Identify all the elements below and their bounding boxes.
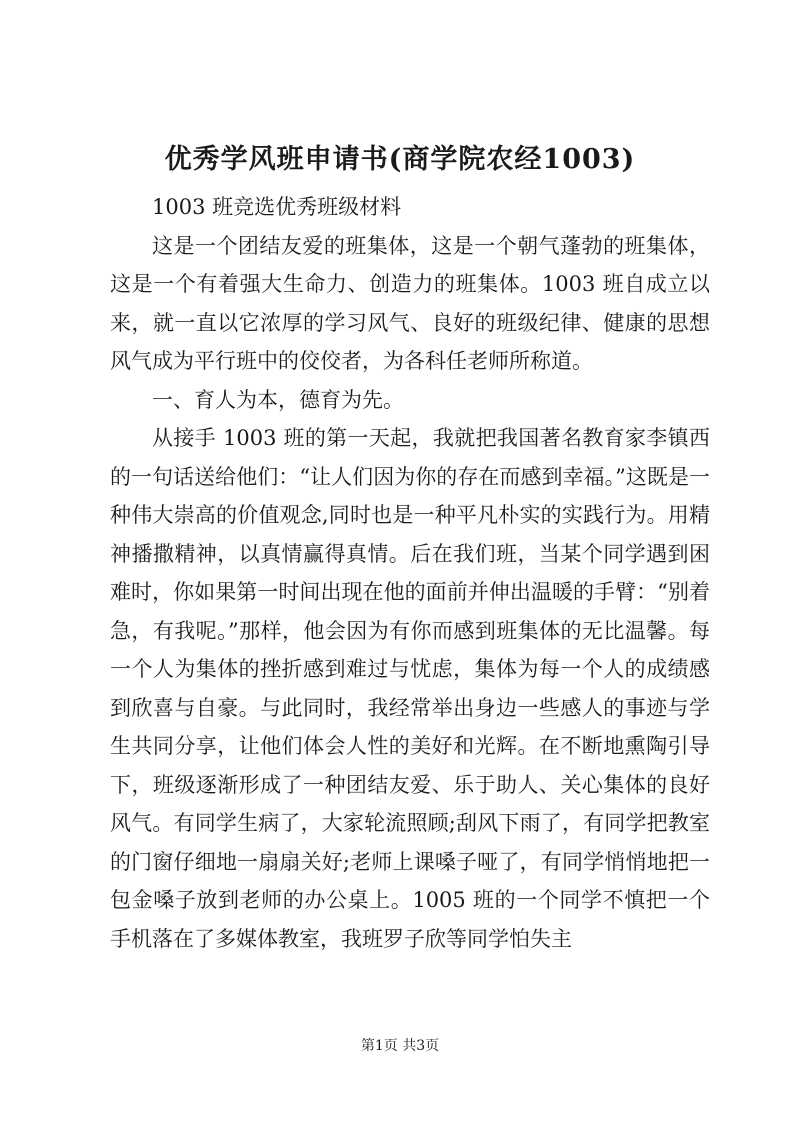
document-title: 优秀学风班申请书(商学院农经1003) <box>164 144 636 175</box>
paragraph-body: 从接手 1003 班的第一天起，我就把我国著名教育家李镇西的一句话送给他们：“让人们因为你的存在而感到幸福。”这既是一种伟大崇高的价值观念,同时也是一种平凡朴实的实践行为。用精神播撒精神，以真情赢得真情。后在我们班，当某个同学遇到困难时，你如果第一时间出现在他的面前并伸出温暖的手臂：“别着急，有我呢。”那样，他会因为有你而感到班集体的无比温馨。每一个人为集体的挫折感到难过与忧虑，集体为每一个人的成绩感到欣喜与自豪。与此同时，我经常举出身边一些感人的事迹与学生共同分享，让他们体会人性的美好和光辉。在不断地熏陶引导下，班级逐渐形成了一种团结友爱、乐于助人、关心集体的良好风气。有同学生病了，大家轮流照顾;刮风下雨了，有同学把教室的门窗仔细地一扇扇关好;老师上课嗓子哑了，有同学悄悄地把一包金嗓子放到老师的办公桌上。1005 班的一个同学不慎把一个手机落在了多媒体教室，我班罗子欣等同学怕失主 <box>110 426 710 951</box>
paragraph-section-heading: 一、育人为本，德育为先。 <box>152 387 404 412</box>
page-footer: 第1页 共3页 <box>360 1038 440 1054</box>
paragraph-intro: 这是一个团结友爱的班集体，这是一个朝气蓬勃的班集体，这是一个有着强大生命力、创造力的班集体。1003 班自成立以来，就一直以它浓厚的学习风气、良好的班级纪律、健康的思想风气成为平行班中的佼佼者，为各科任老师所称道。 <box>110 233 710 373</box>
paragraph-subtitle: 1003 班竞选优秀班级材料 <box>152 195 402 219</box>
document-body <box>110 188 710 958</box>
